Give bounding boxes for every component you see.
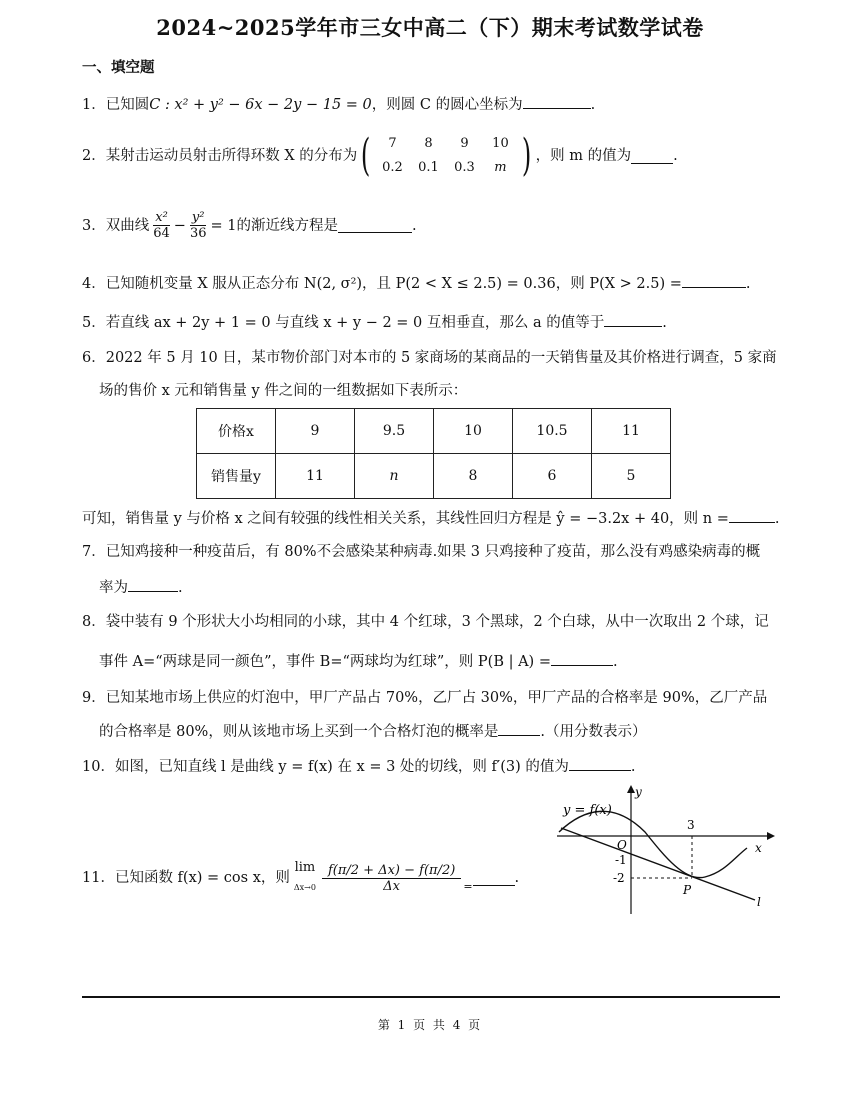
q-text: 已知随机变量 X 服从正态分布 N(2, σ²)，且 P(2 < X ≤ 2.5) = 0.36，则 P(X > 2.5) = xyxy=(105,276,682,292)
q-end: . xyxy=(630,759,636,775)
origin-label: O xyxy=(617,838,627,852)
question-10 xyxy=(82,756,635,777)
question-7-line2 xyxy=(99,577,183,598)
table-cell: n xyxy=(355,454,434,499)
q-end: . xyxy=(178,580,183,596)
function-graph xyxy=(555,782,775,917)
tick-label-neg1: -1 xyxy=(615,853,627,867)
footer-divider xyxy=(82,996,780,998)
q-end: .（用分数表示） xyxy=(540,724,647,740)
question-11 xyxy=(82,858,519,898)
y-axis-label: y xyxy=(635,785,642,799)
q-number: 5． xyxy=(82,315,106,331)
q-number: 7． xyxy=(82,544,106,560)
matrix-cell: m xyxy=(494,160,507,175)
matrix-cell: 9 xyxy=(460,136,469,151)
answer-blank[interactable] xyxy=(729,508,775,523)
q-text: ，则圆 C 的圆心坐标为 xyxy=(371,97,523,113)
distribution-matrix: ( 7 8 9 10 0.2 0.1 0.3 m ) xyxy=(361,130,532,181)
q-end: . xyxy=(745,276,751,292)
table-cell: 5 xyxy=(592,454,671,499)
table-cell: 11 xyxy=(276,454,355,499)
q-text: 已知圆 xyxy=(105,97,150,113)
question-6-line2: 场的售价 x 元和销售量 y 件之间的一组数据如下表所示： xyxy=(99,383,468,399)
answer-blank[interactable] xyxy=(338,218,412,233)
q-end: . xyxy=(411,217,417,234)
q-number: 10． xyxy=(82,759,115,775)
x-axis-label: x xyxy=(755,841,762,855)
q-number: 11． xyxy=(82,870,115,886)
operator: = 1 xyxy=(210,217,237,234)
question-5 xyxy=(82,312,667,333)
q-text: 率为 xyxy=(99,580,128,596)
q-text: 如图，已知直线 l 是曲线 y = f(x) 在 x = 3 处的切线，则 f′(3) 的值为 xyxy=(114,759,569,775)
table-cell: 10 xyxy=(434,409,513,454)
question-3 xyxy=(82,210,417,241)
operator: − xyxy=(173,217,186,234)
line-l-label: l xyxy=(757,895,761,909)
table-cell: 10.5 xyxy=(513,409,592,454)
q-end: . xyxy=(590,97,596,113)
tick-label-neg2: -2 xyxy=(613,871,625,885)
table-cell: 8 xyxy=(434,454,513,499)
q-number: 8． xyxy=(82,614,106,630)
question-4 xyxy=(82,273,751,294)
q-number: 9． xyxy=(82,690,106,706)
tick-label-3: 3 xyxy=(687,818,695,832)
table-cell: 销售量y xyxy=(197,454,276,499)
question-7 xyxy=(82,542,760,562)
table-cell: 9 xyxy=(276,409,355,454)
data-table xyxy=(196,408,671,499)
q-text: ，则 m 的值为 xyxy=(535,148,632,164)
q-text: 双曲线 xyxy=(105,217,150,234)
question-9 xyxy=(82,688,767,708)
q-number: 2． xyxy=(82,148,106,164)
point-p-label: P xyxy=(683,883,692,897)
answer-blank[interactable] xyxy=(682,273,746,288)
answer-blank[interactable] xyxy=(498,721,540,736)
q-end: . xyxy=(514,870,520,886)
q-end: . xyxy=(774,511,780,527)
q-number: 6． xyxy=(82,350,106,366)
q-text: 2022 年 5 月 10 日，某市物价部门对本市的 5 家商场的某商品的一天销售量及其价格进行调查，5 家商 xyxy=(105,350,777,366)
q-number: 4． xyxy=(82,276,106,292)
q-text: 的合格率是 80%，则从该地市场上买到一个合格灯泡的概率是 xyxy=(99,724,499,740)
fraction: $\frac{\text{x²}}{64}$ xyxy=(153,210,170,241)
answer-blank[interactable] xyxy=(569,756,631,771)
answer-blank[interactable] xyxy=(631,149,673,164)
question-8 xyxy=(82,612,769,632)
table-cell: 6 xyxy=(513,454,592,499)
q-text: 可知，销售量 y 与价格 x 之间有较强的线性相关关系，其线性回归方程是 ŷ = −3.2x + 40，则 n = xyxy=(82,511,729,527)
table-cell: 9.5 xyxy=(355,409,434,454)
fraction: $\frac{f(\pi/2 + \Delta x) - f(\pi/2)}{\Delta x}$ xyxy=(322,863,461,894)
q-text: 已知函数 f(x) = cos x，则 xyxy=(114,870,290,886)
table-row xyxy=(197,454,671,499)
matrix-cell: 0.2 xyxy=(382,160,403,175)
question-9-line2 xyxy=(99,721,646,742)
question-1 xyxy=(82,94,595,115)
q-equation: C : x² + y² − 6x − 2y − 15 = 0 xyxy=(149,97,372,113)
matrix-cell: 10 xyxy=(492,136,509,151)
answer-blank[interactable] xyxy=(473,871,515,886)
answer-blank[interactable] xyxy=(523,94,591,109)
fraction: $\frac{\text{y²}}{36}$ xyxy=(189,210,207,241)
table-cell: 价格x xyxy=(197,409,276,454)
q-text: 的渐近线方程是 xyxy=(236,217,338,234)
q-text: 已知鸡接种一种疫苗后，有 80%不会感染某种病毒.如果 3 只鸡接种了疫苗，那么没有鸡感染病毒的概 xyxy=(105,544,761,560)
page-title: 2024~2025学年市三女中高二（下）期末考试数学试卷 xyxy=(156,15,704,40)
question-6-line3 xyxy=(82,508,780,529)
q-text: 袋中装有 9 个形状大小均相同的小球，其中 4 个红球，3 个黑球，2 个白球，从中一次取出 2 个球，记 xyxy=(105,614,769,630)
q-end: . xyxy=(662,315,667,331)
q-text: 某射击运动员射击所得环数 X 的分布为 xyxy=(105,148,358,164)
q-end: . xyxy=(673,148,678,164)
limit: lim Δx→0 xyxy=(293,860,316,892)
operator: = xyxy=(463,880,473,893)
matrix-cell: 0.3 xyxy=(454,160,475,175)
matrix-cell: 8 xyxy=(424,136,433,151)
answer-blank[interactable] xyxy=(551,651,613,666)
q-number: 3． xyxy=(82,217,106,234)
answer-blank[interactable] xyxy=(128,577,178,592)
table-row xyxy=(197,409,671,454)
q-text: 已知某地市场上供应的灯泡中，甲厂产品占 70%，乙厂占 30%，甲厂产品的合格率是 90%，乙厂产品 xyxy=(105,690,768,706)
page-footer: 第 1 页 共 4 页 xyxy=(377,1018,483,1032)
answer-blank[interactable] xyxy=(604,312,662,327)
question-6 xyxy=(82,348,777,368)
q-text: 若直线 ax + 2y + 1 = 0 与直线 x + y − 2 = 0 互相垂直，那么 a 的值等于 xyxy=(105,315,605,331)
q-end: . xyxy=(612,654,618,670)
section-heading: 一、填空题 xyxy=(82,59,155,76)
matrix-cell: 7 xyxy=(388,136,397,151)
q-number: 1． xyxy=(82,97,106,113)
matrix-cell: 0.1 xyxy=(418,160,439,175)
question-8-line2 xyxy=(99,651,618,672)
table-cell: 11 xyxy=(592,409,671,454)
q-text: 事件 A=“两球是同一颜色”，事件 B=“两球均为红球”，则 P(B | A) = xyxy=(99,654,551,670)
question-2 xyxy=(82,130,678,181)
function-label: y = f(x) xyxy=(563,803,612,818)
